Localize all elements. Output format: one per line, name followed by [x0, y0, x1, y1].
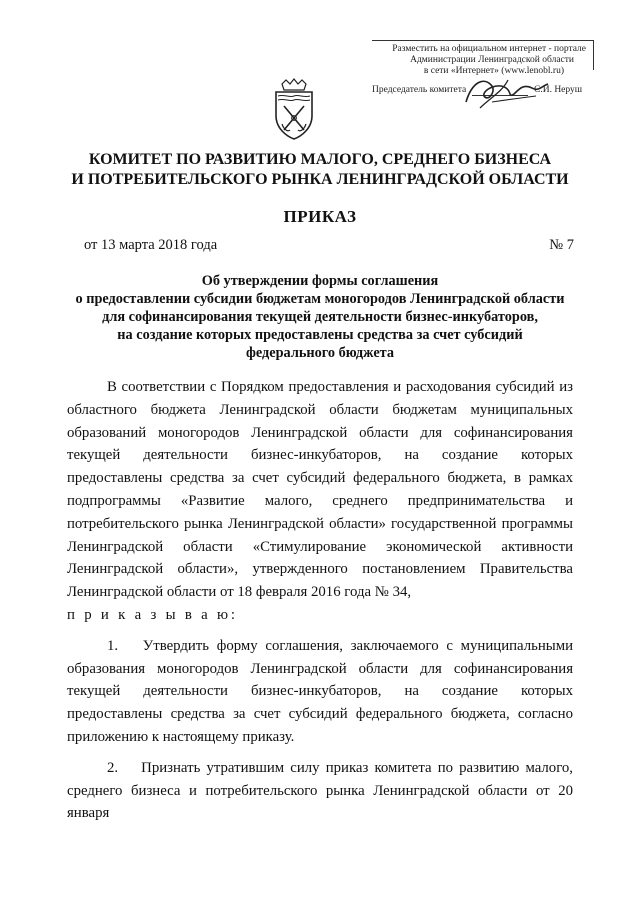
item-2-text: Признать утратившим силу приказ комитета по развитию малого, среднего бизнеса и потребительского рынка Ленинградской области от 20 января — [67, 759, 574, 822]
order-number: № 7 — [549, 237, 574, 253]
item-1-number: 1. — [107, 637, 119, 654]
item-1-text: Утвердить форму соглашения, заключаемого с муниципальными образования моногородов Ленинградской области для софинансирования текущей деятельности бизнес-инкубаторов, на создание которых предоставлены средства за счет субсидий федерального бюджета, согласно приложению к настоящему приказу. — [67, 637, 574, 745]
stamp-border-top — [372, 40, 594, 41]
chair-role: Председатель комитета — [372, 85, 467, 95]
stamp-line-2: Администрации Ленинградской области — [410, 55, 574, 65]
organization-title-line-1: КОМИТЕТ ПО РАЗВИТИЮ МАЛОГО, СРЕДНЕГО БИЗНЕСА — [88, 151, 552, 168]
coat-of-arms-emblem — [272, 78, 316, 140]
handwritten-signature — [462, 72, 552, 112]
stamp-line-1: Разместить на официальном интернет - портале — [392, 44, 586, 54]
preamble-paragraph: В соответствии с Порядком предоставления и расходования субсидий из областного бюджета Ленинградской области бюджетам муниципальных образований моногородов Ленинградской области для софинансирования текущей деятельности бизнес-инкубаторов, на создание которых предоставлены средства за счет субсидий федерального бюджета, в рамках подпрограммы «Развитие малого, среднего предпринимательства и потребительского рынка Ленинградской области» государственной программы Ленинградской области «Стимулирование экономической активности Ленинградской области», утвержденного постановлением Правительства Ленинградской области от 18 февраля 2016 года № 34, — [67, 379, 573, 601]
organization-title-line-2: И ПОТРЕБИТЕЛЬСКОГО РЫНКА ЛЕНИНГРАДСКОЙ ОБЛАСТИ — [71, 171, 569, 188]
document-type: ПРИКАЗ — [283, 207, 357, 226]
subject-line-2: о предоставлении субсидии бюджетам моногородов Ленинградской области — [75, 291, 565, 307]
order-body — [67, 376, 573, 825]
order-subject — [60, 272, 580, 362]
order-item-2 — [67, 757, 573, 825]
order-item-1 — [67, 635, 573, 749]
organization-title — [60, 150, 580, 190]
chair-name: С.И. Неруш — [534, 85, 583, 95]
stamp-border-right — [593, 40, 594, 70]
subject-line-5: федерального бюджета — [245, 345, 395, 361]
order-verb: п р и к а з ы в а ю: — [67, 606, 238, 623]
item-2-number: 2. — [107, 759, 119, 776]
order-date: от 13 марта 2018 года — [84, 237, 218, 253]
stamp-line-3: в сети «Интернет» (www.lenobl.ru) — [423, 66, 564, 76]
subject-line-1: Об утверждении формы соглашения — [201, 273, 439, 289]
subject-line-4: на создание которых предоставлены средства за счет субсидий — [117, 327, 523, 343]
subject-line-3: для софинансирования текущей деятельности бизнес-инкубаторов, — [102, 309, 538, 325]
